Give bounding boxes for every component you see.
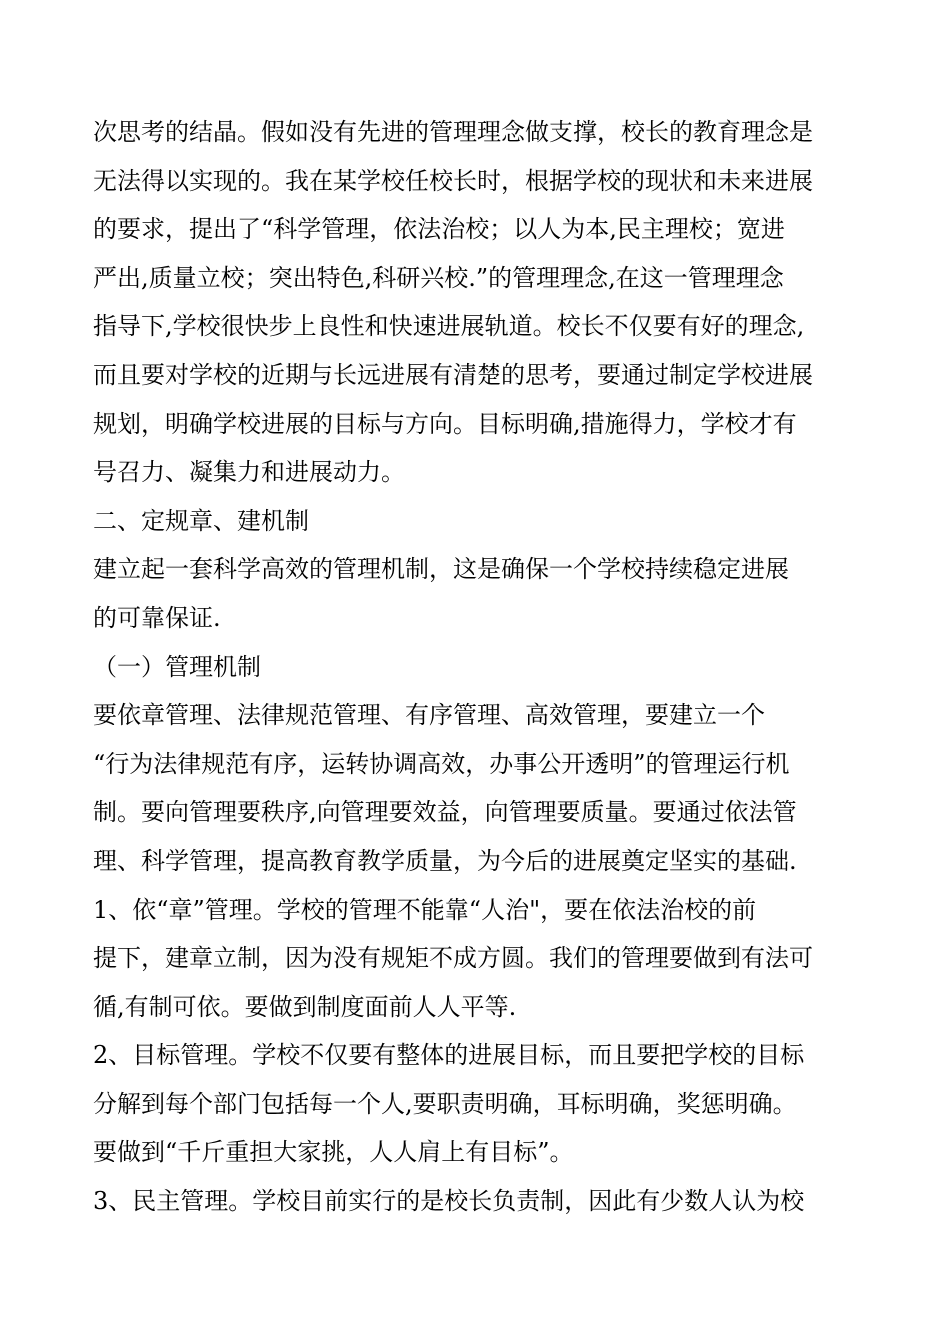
text-line: 的要求，提出了“科学管理，依法治校；以人为本,民主理校；宽进 <box>93 215 785 244</box>
text-line: 严出,质量立校；突出特色,科研兴校.”的管理理念,在这一管理理念 <box>93 263 784 292</box>
text-line: 提下，建章立制，因为没有规矩不成方圆。我们的管理要做到有法可 <box>93 944 813 973</box>
text-line: 分解到每个部门包括每一个人,要职责明确，耳标明确，奖惩明确。 <box>93 1089 797 1118</box>
text-line: 1、依“章”管理。学校的管理不能靠“人治"，要在依法治校的前 <box>93 895 757 924</box>
text-line: 号召力、凝集力和进展动力。 <box>93 458 405 487</box>
text-line: “行为法律规范有序，运转协调高效，办事公开透明”的管理运行机 <box>93 749 790 778</box>
document-body <box>93 108 863 1226</box>
text-line: 要做到“千斤重担大家挑，人人肩上有目标”。 <box>93 1138 574 1167</box>
text-line: 而且要对学校的近期与长远进展有清楚的思考，要通过制定学校进展 <box>93 360 813 389</box>
text-line: 的可靠保证. <box>93 603 221 632</box>
text-line: 3、民主管理。学校目前实行的是校长负责制，因此有少数人认为校 <box>93 1187 805 1216</box>
text-line: 规划，明确学校进展的目标与方向。目标明确,措施得力，学校才有 <box>93 409 797 438</box>
text-line: 2、目标管理。学校不仅要有整体的进展目标，而且要把学校的目标 <box>93 1041 805 1070</box>
text-line: 制。要向管理要秩序,向管理要效益，向管理要质量。要通过依法管 <box>93 798 797 827</box>
subsection-heading: （一）管理机制 <box>93 652 261 681</box>
text-line: 理、科学管理，提高教育教学质量，为今后的进展奠定坚实的基础. <box>93 846 797 875</box>
text-line: 建立起一套科学高效的管理机制，这是确保一个学校持续稳定进展 <box>93 555 789 584</box>
text-line: 要依章管理、法律规范管理、有序管理、高效管理，要建立一个 <box>93 701 765 730</box>
text-line: 次思考的结晶。假如没有先进的管理理念做支撑，校长的教育理念是 <box>93 118 813 146</box>
section-heading: 二、定规章、建机制 <box>93 506 309 535</box>
text-line: 循,有制可依。要做到制度面前人人平等. <box>93 992 517 1021</box>
text-line: 无法得以实现的。我在某学校任校长时，根据学校的现状和未来进展 <box>93 166 813 195</box>
text-line: 指导下,学校很快步上良性和快速进展轨道。校长不仅要有好的理念, <box>93 312 805 341</box>
